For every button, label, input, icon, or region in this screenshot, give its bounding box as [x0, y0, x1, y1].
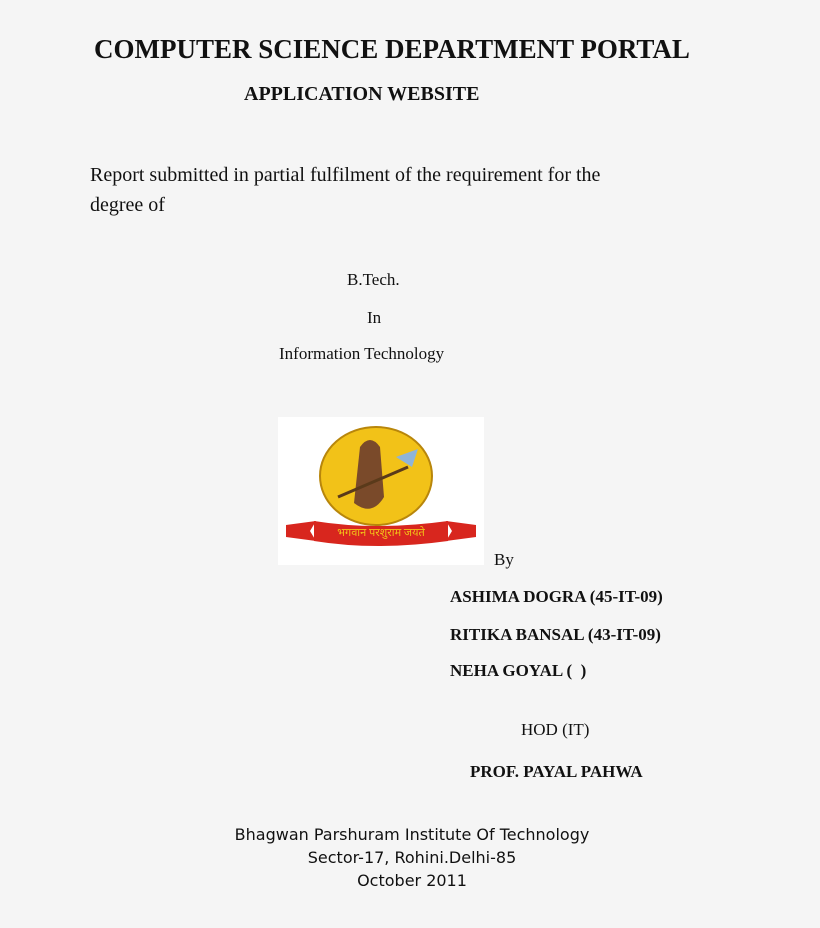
logo-emblem-icon — [278, 417, 484, 565]
institute-address: Sector-17, Rohini.Delhi-85 — [307, 848, 517, 867]
hod-name: PROF. PAYAL PAHWA — [470, 762, 643, 781]
intro-line-1: Report submitted in partial fulfilment of the requirement for the — [90, 164, 601, 186]
by-label: By — [494, 550, 514, 569]
document-subtitle: APPLICATION WEBSITE — [244, 83, 480, 105]
author-2: RITIKA BANSAL (43-IT-09) — [450, 625, 661, 644]
institute-logo — [278, 417, 484, 565]
intro-line-2: degree of — [90, 194, 165, 216]
author-3: NEHA GOYAL ( ) — [450, 661, 587, 680]
institute-name: Bhagwan Parshuram Institute Of Technology — [234, 825, 590, 844]
submission-date: October 2011 — [357, 871, 467, 890]
degree: B.Tech. — [347, 270, 400, 289]
logo-motto: भगवान परशुराम जयते — [337, 527, 425, 539]
field-of-study: Information Technology — [279, 344, 445, 363]
hod-label: HOD (IT) — [521, 720, 590, 739]
in-label: In — [367, 308, 382, 327]
author-1: ASHIMA DOGRA (45-IT-09) — [450, 587, 663, 606]
document-title: COMPUTER SCIENCE DEPARTMENT PORTAL — [94, 34, 690, 64]
